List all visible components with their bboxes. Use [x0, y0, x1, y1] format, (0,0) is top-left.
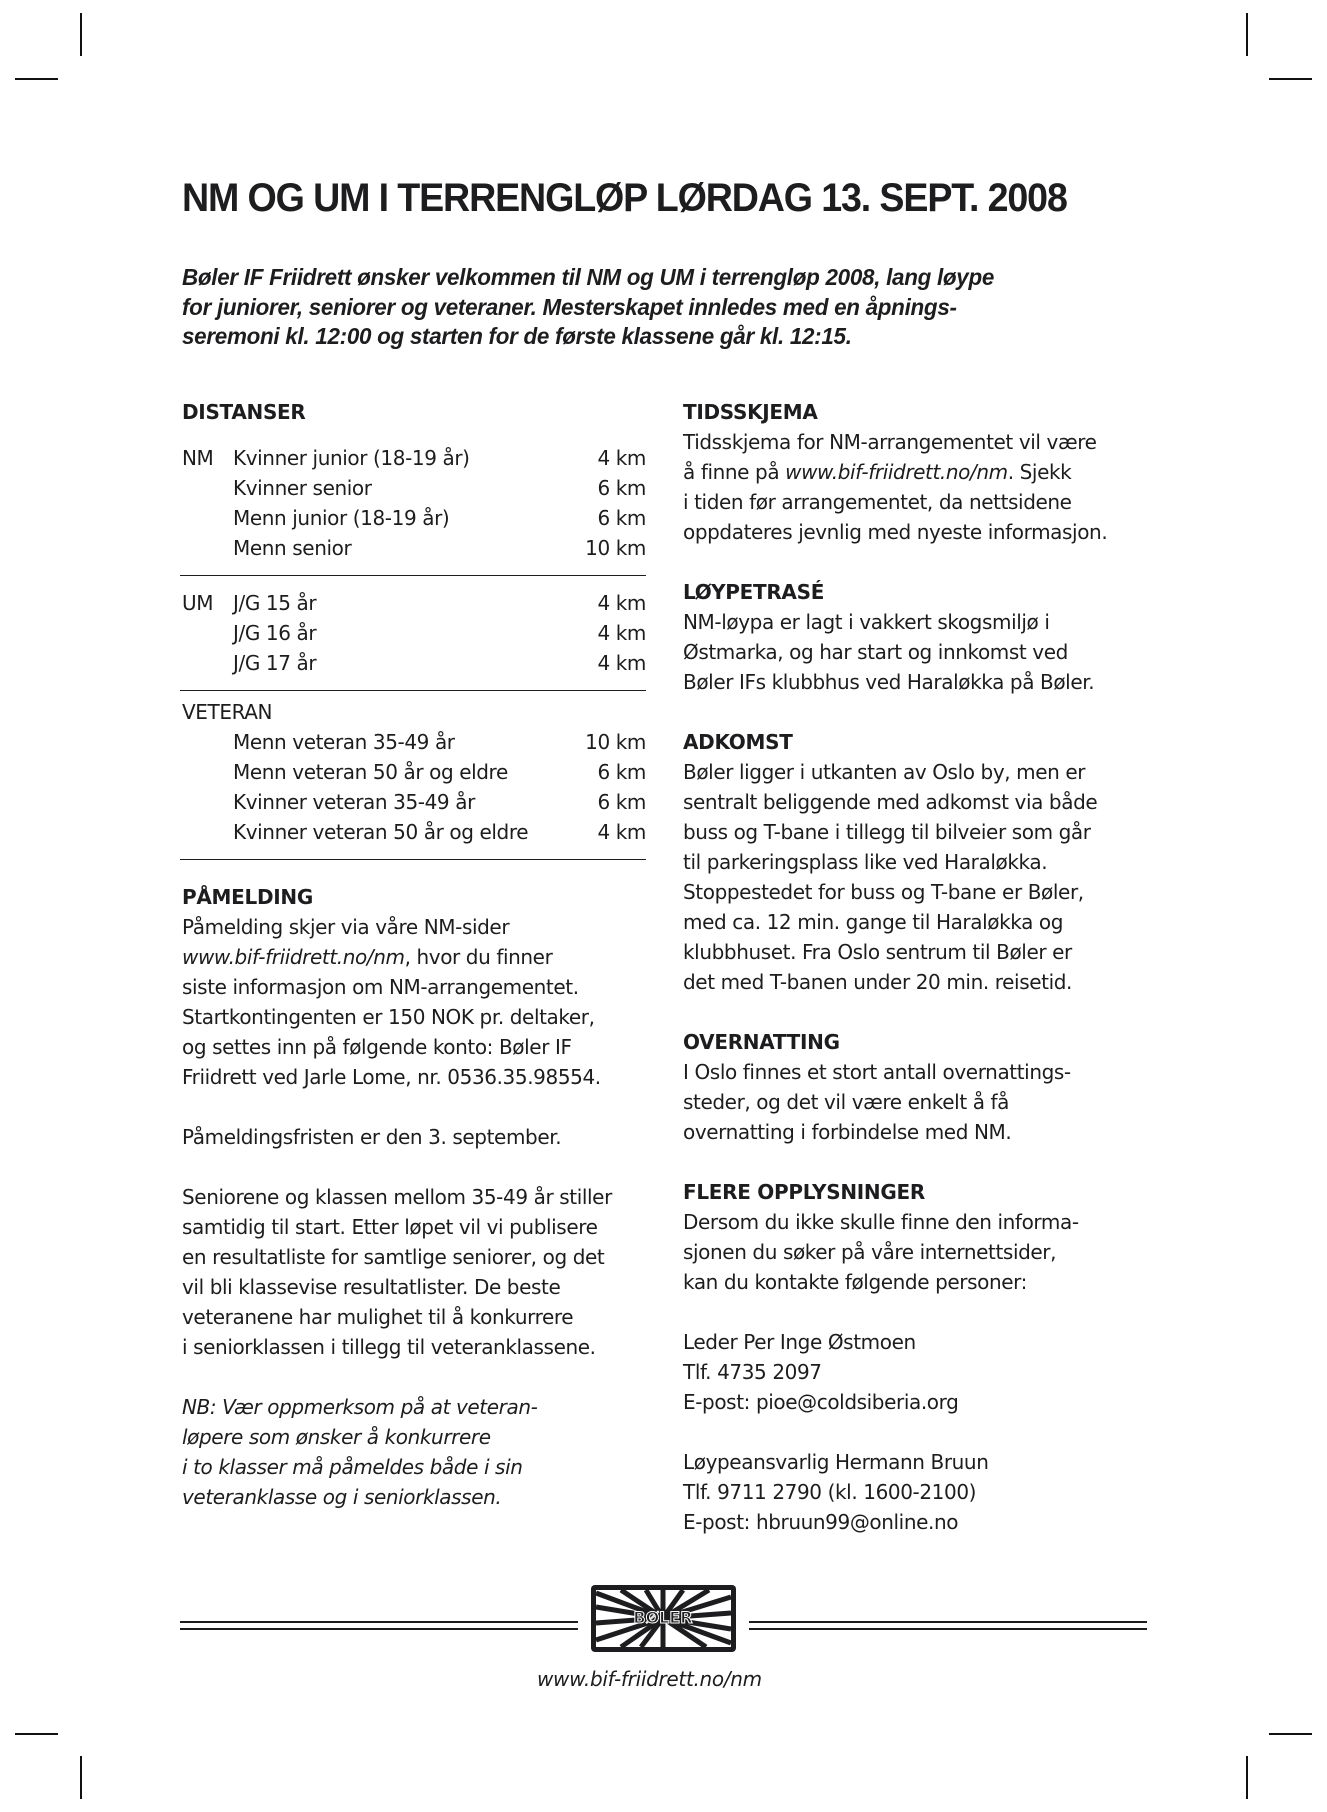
- class-label: Menn veteran 35-49 år: [233, 730, 455, 754]
- intro-line: Bøler IF Friidrett ønsker velkommen til NM og UM i terrengløp 2008, lang løype: [182, 264, 995, 290]
- text-line: å finne på www.bif-friidrett.no/nm. Sjekk: [683, 460, 1072, 484]
- class-label: Kvinner veteran 35-49 år: [233, 790, 475, 814]
- divider: [180, 859, 646, 860]
- divider: [180, 690, 646, 691]
- text-line: NM-løypa er lagt i vakkert skogsmiljø i: [683, 610, 1050, 634]
- adkomst-heading: ADKOMST: [683, 730, 793, 754]
- nb-note: løpere som ønsker å konkurrere: [182, 1425, 491, 1449]
- text-line: vil bli klassevise resultatlister. De beste: [182, 1275, 561, 1299]
- table-row: [182, 787, 646, 817]
- table-row: [182, 503, 646, 533]
- distance-value: 4 km: [597, 621, 646, 645]
- class-label: Menn senior: [233, 536, 352, 560]
- text-line: og settes inn på følgende konto: Bøler IF: [182, 1035, 572, 1059]
- text-line: veteranene har mulighet til å konkurrere: [182, 1305, 574, 1329]
- footer-rule: [180, 1628, 578, 1630]
- crop-mark: [1269, 78, 1312, 80]
- deadline-text: Påmeldingsfristen er den 3. september.: [182, 1125, 562, 1149]
- table-row: [182, 443, 646, 473]
- text-line: overnatting i forbindelse med NM.: [683, 1120, 1012, 1144]
- text-line: sentralt beliggende med adkomst via både: [683, 790, 1098, 814]
- text-line: sjonen du søker på våre internettsider,: [683, 1240, 1057, 1264]
- text-line: kan du kontakte følgende personer:: [683, 1270, 1027, 1294]
- flere-heading: FLERE OPPLYSNINGER: [683, 1180, 925, 1204]
- text-line: samtidig til start. Etter løpet vil vi publisere: [182, 1215, 598, 1239]
- contact-name: Løypeansvarlig Hermann Bruun: [683, 1450, 989, 1474]
- text-line: i seniorklassen i tillegg til veteranklassene.: [182, 1335, 596, 1359]
- footer-rule: [180, 1621, 578, 1623]
- website-link[interactable]: www.bif-friidrett.no/nm: [182, 945, 405, 969]
- tidsskjema-heading: TIDSSKJEMA: [683, 400, 818, 424]
- text-line: Stoppestedet for buss og T-bane er Bøler,: [683, 880, 1084, 904]
- page-title: NM OG UM I TERRENGLØP LØRDAG 13. SEPT. 2008: [182, 176, 1067, 220]
- class-label: Kvinner junior (18-19 år): [233, 446, 470, 470]
- nb-note: veteranklasse og i seniorklassen.: [182, 1485, 502, 1509]
- class-label: J/G 15 år: [233, 591, 317, 615]
- text-line: til parkeringsplass like ved Haraløkka.: [683, 850, 1048, 874]
- table-row: [182, 533, 646, 563]
- text-line: Bøler ligger i utkanten av Oslo by, men er: [683, 760, 1086, 784]
- left-column: [182, 397, 646, 1512]
- distanser-heading: DISTANSER: [182, 400, 306, 424]
- right-column: [683, 397, 1153, 1537]
- contact-phone: Tlf. 4735 2097: [683, 1360, 822, 1384]
- text-line: Seniorene og klassen mellom 35-49 år stiller: [182, 1185, 612, 1209]
- crop-mark: [15, 1733, 58, 1735]
- contact-name: Leder Per Inge Østmoen: [683, 1330, 916, 1354]
- crop-mark: [1246, 1756, 1248, 1799]
- class-label: Menn veteran 50 år og eldre: [233, 760, 508, 784]
- overnatting-heading: OVERNATTING: [683, 1030, 840, 1054]
- text-line: det med T-banen under 20 min. reisetid.: [683, 970, 1072, 994]
- table-row: [182, 757, 646, 787]
- class-label: J/G 17 år: [233, 651, 317, 675]
- boler-if-logo-icon: [591, 1585, 736, 1652]
- table-row: [182, 473, 646, 503]
- footer-rule: [749, 1621, 1147, 1623]
- crop-mark: [15, 78, 58, 80]
- crop-mark: [1246, 13, 1248, 56]
- table-row: [182, 648, 646, 678]
- intro-paragraph: [182, 263, 1157, 352]
- distance-value: 4 km: [597, 591, 646, 615]
- website-link[interactable]: www.bif-friidrett.no/nm: [785, 460, 1008, 484]
- distance-value: 4 km: [597, 820, 646, 844]
- class-label: J/G 16 år: [233, 621, 317, 645]
- distance-value: 4 km: [597, 651, 646, 675]
- text-line: Påmelding skjer via våre NM-sider: [182, 915, 510, 939]
- crop-mark: [1269, 1733, 1312, 1735]
- text-line: Tidsskjema for NM-arrangementet vil være: [683, 430, 1097, 454]
- distance-value: 4 km: [597, 446, 646, 470]
- text-line: klubbhuset. Fra Oslo sentrum til Bøler er: [683, 940, 1072, 964]
- pamelding-heading: PÅMELDING: [182, 885, 313, 909]
- distance-value: 10 km: [585, 536, 646, 560]
- text-line: Østmarka, og har start og innkomst ved: [683, 640, 1068, 664]
- text-line: buss og T-bane i tillegg til bilveier som går: [683, 820, 1091, 844]
- svg-text:BØLER: BØLER: [633, 1608, 693, 1627]
- crop-mark: [80, 1756, 82, 1799]
- text-line: oppdateres jevnlig med nyeste informasjon.: [683, 520, 1108, 544]
- contact-email[interactable]: E-post: pioe@coldsiberia.org: [683, 1390, 959, 1414]
- footer-website-link[interactable]: www.bif-friidrett.no/nm: [537, 1667, 762, 1691]
- group-label: UM: [182, 591, 214, 615]
- text-line: med ca. 12 min. gange til Haraløkka og: [683, 910, 1064, 934]
- contact-phone: Tlf. 9711 2790 (kl. 1600-2100): [683, 1480, 977, 1504]
- text-line: Bøler IFs klubbhus ved Haraløkka på Bøler.: [683, 670, 1095, 694]
- distance-value: 6 km: [597, 760, 646, 784]
- class-label: Kvinner veteran 50 år og eldre: [233, 820, 529, 844]
- distance-table: [182, 443, 646, 860]
- text-line: en resultatliste for samtlige seniorer, og det: [182, 1245, 605, 1269]
- intro-line: seremoni kl. 12:00 og starten for de første klassene går kl. 12:15.: [182, 323, 852, 349]
- table-row: [182, 817, 646, 847]
- group-label: VETERAN: [182, 700, 273, 724]
- table-row: [182, 618, 646, 648]
- text-line: www.bif-friidrett.no/nm, hvor du finner: [182, 945, 553, 969]
- class-label: Kvinner senior: [233, 476, 372, 500]
- distance-value: 10 km: [585, 730, 646, 754]
- distance-value: 6 km: [597, 506, 646, 530]
- table-row: [182, 727, 646, 757]
- distance-value: 6 km: [597, 476, 646, 500]
- nb-note: NB: Vær oppmerksom på at veteran-: [182, 1395, 538, 1419]
- text-line: Dersom du ikke skulle finne den informa-: [683, 1210, 1079, 1234]
- intro-line: for juniorer, seniorer og veteraner. Mesterskapet innledes med en åpnings-: [182, 293, 957, 320]
- class-label: Menn junior (18-19 år): [233, 506, 450, 530]
- text-line: siste informasjon om NM-arrangementet.: [182, 975, 579, 999]
- text-line: i tiden før arrangementet, da nettsidene: [683, 490, 1072, 514]
- contact-email[interactable]: E-post: hbruun99@online.no: [683, 1510, 959, 1534]
- text-line: Friidrett ved Jarle Lome, nr. 0536.35.98554.: [182, 1065, 601, 1089]
- table-row: [182, 697, 646, 727]
- loypetrase-heading: LØYPETRASÉ: [683, 580, 825, 604]
- text-line: Startkontingenten er 150 NOK pr. deltaker,: [182, 1005, 595, 1029]
- distance-value: 6 km: [597, 790, 646, 814]
- nb-note: i to klasser må påmeldes både i sin: [182, 1455, 523, 1479]
- text-line: I Oslo finnes et stort antall overnattings-: [683, 1060, 1071, 1084]
- divider: [180, 575, 646, 576]
- table-row: [182, 588, 646, 618]
- footer-rule: [749, 1628, 1147, 1630]
- group-label: NM: [182, 446, 214, 470]
- text-line: steder, og det vil være enkelt å få: [683, 1090, 1010, 1114]
- crop-mark: [80, 13, 82, 56]
